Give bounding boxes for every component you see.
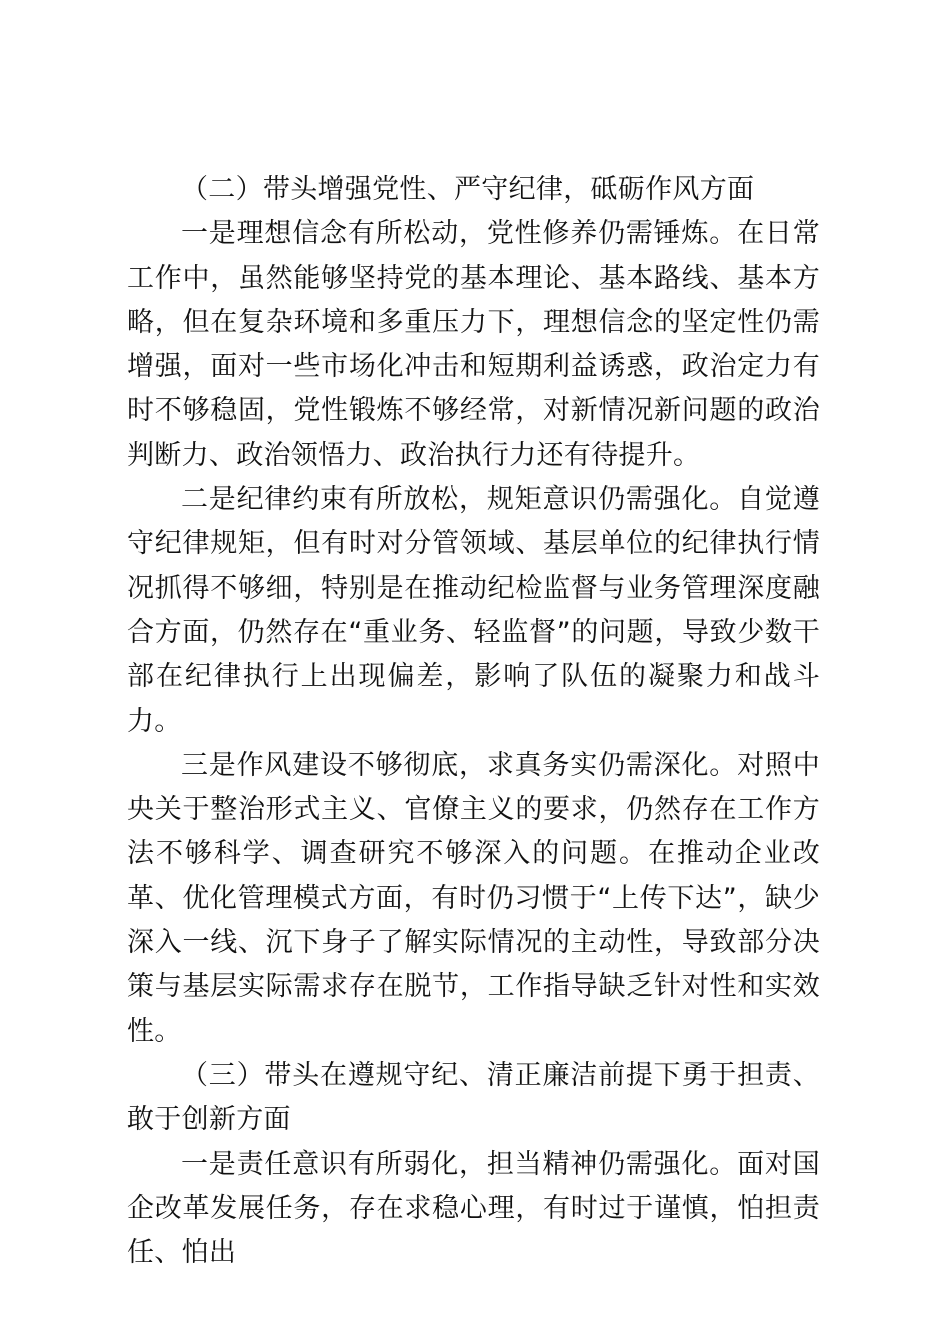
paragraph-work-style: 三是作风建设不够彻底，求真务实仍需深化。对照中央关于整治形式主义、官僚主义的要求，仍然存在工作方法不够科学、调查研究不够深入的问题。在推动企业改革、优化管理模式方面，有时仍习惯于“上传下达”，缺少深入一线、沉下身子了解实际情况的主动性，导致部分决策与基层实际需求存在脱节，工作指导缺乏针对性和实效性。 [127,749,820,1047]
section-heading-2: （二）带头增强党性、严守纪律，砥砺作风方面 [181,174,755,205]
paragraph-ideals-belief: 一是理想信念有所松动，党性修养仍需锤炼。在日常工作中，虽然能够坚持党的基本理论、基本路线、基本方略，但在复杂环境和多重压力下，理想信念的坚定性仍需增强，面对一些市场化冲击和短期利益诱惑，政治定力有时不够稳固，党性锻炼不够经常，对新情况新问题的政治判断力、政治领悟力、政治执行力还有待提升。 [127,218,820,471]
paragraph-discipline: 二是纪律约束有所放松，规矩意识仍需强化。自觉遵守纪律规矩，但有时对分管领域、基层单位的纪律执行情况抓得不够细，特别是在推动纪检监督与业务管理深度融合方面，仍然存在“重业务、轻监督”的问题，导致少数干部在纪律执行上出现偏差，影响了队伍的凝聚力和战斗力。 [127,484,820,737]
paragraph-responsibility: 一是责任意识有所弱化，担当精神仍需强化。面对国企改革发展任务，存在求稳心理，有时过于谨慎，怕担责任、怕出 [127,1148,820,1269]
section-heading-3: （三）带头在遵规守纪、清正廉洁前提下勇于担责、敢于创新方面 [127,1059,820,1136]
document-body [127,168,820,1275]
